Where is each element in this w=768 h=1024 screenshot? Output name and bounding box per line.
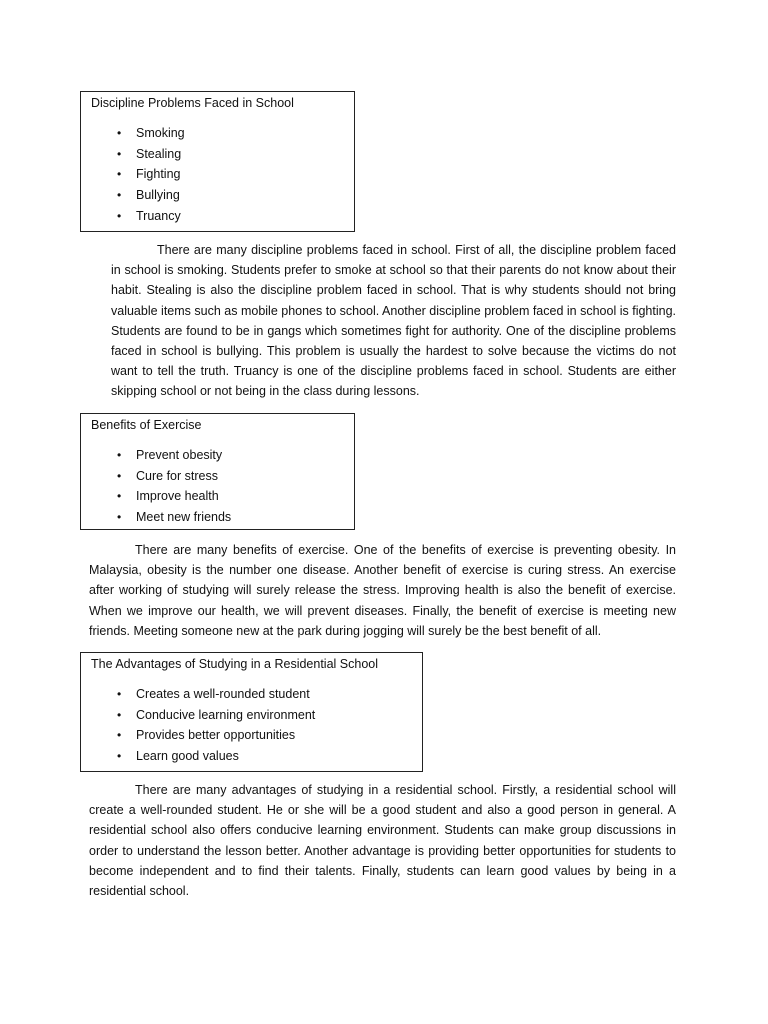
- bullet-icon: •: [117, 146, 122, 161]
- bullet-icon: •: [117, 687, 122, 701]
- residential-school-box: [80, 652, 423, 772]
- bullet-icon: •: [117, 510, 122, 525]
- list-item: • Provides better opportunities: [117, 725, 412, 746]
- list-item: • Bullying: [117, 185, 344, 206]
- bullet-icon: •: [117, 208, 122, 223]
- benefits-of-exercise-box: [80, 413, 355, 530]
- discipline-problems-paragraph: There are many discipline problems faced in school. First of all, the discipline problem faced in school is smoking. Students prefer to smoke at school so that their parents do not know about their habit. Stealing is also the discipline problem faced in school. That is why students should not bring valuable items such as mobile phones to school. Another discipline problem faced in school is fighting. Students are found to be in gangs which sometimes fight for authority. One of the discipline problems faced in school is bullying. This problem is usually the hardest to solve because the victims do not want to tell the truth. Truancy is one of the discipline problems faced in school. Students are either skipping school or not being in the class during lessons.: [111, 243, 676, 399]
- box-title: Benefits of Exercise: [91, 418, 202, 432]
- list-item: • Cure for stress: [117, 466, 344, 487]
- bullet-list: [91, 684, 412, 767]
- list-item: • Creates a well-rounded student: [117, 684, 412, 705]
- benefits-of-exercise-paragraph: There are many benefits of exercise. One of the benefits of exercise is preventing obesity. In Malaysia, obesity is the number one disease. Another benefit of exercise is curing stress. An exercise after working of studying will surely release the stress. Improving health is also the benefit of exercise. When we improve our health, we will prevent diseases. Finally, the benefit of exercise is meeting new friends. Meeting someone new at the park during jogging will surely be the best benefit of all.: [89, 543, 676, 638]
- residential-school-paragraph: There are many advantages of studying in a residential school. Firstly, a residential school will create a well-rounded student. He or she will be a good student and also a good person in general. A residential school also offers conducive learning environment. Students can make group discussions in order to understand the lesson better. Another advantage is providing better opportunities for students to become independent and to find their talents. Finally, students can learn good values by being in a residential school.: [89, 783, 676, 899]
- list-item: • Stealing: [117, 144, 344, 165]
- list-item: • Truancy: [117, 206, 344, 227]
- box-title: Discipline Problems Faced in School: [91, 96, 294, 110]
- bullet-icon: •: [117, 167, 122, 182]
- bullet-icon: •: [117, 728, 122, 743]
- bullet-icon: •: [117, 749, 122, 764]
- bullet-icon: •: [117, 468, 122, 483]
- bullet-list: [91, 445, 344, 528]
- bullet-list: [91, 123, 344, 227]
- bullet-icon: •: [117, 489, 122, 504]
- box-title: The Advantages of Studying in a Residential School: [91, 657, 378, 671]
- list-item: • Prevent obesity: [117, 445, 344, 466]
- list-item: • Fighting: [117, 164, 344, 185]
- list-item: • Smoking: [117, 123, 344, 144]
- list-item: • Meet new friends: [117, 507, 344, 528]
- list-item: • Improve health: [117, 486, 344, 507]
- list-item: • Conducive learning environment: [117, 705, 412, 726]
- list-item: • Learn good values: [117, 746, 412, 767]
- discipline-problems-box: [80, 91, 355, 232]
- bullet-icon: •: [117, 448, 122, 462]
- bullet-icon: •: [117, 188, 122, 203]
- bullet-icon: •: [117, 126, 122, 140]
- bullet-icon: •: [117, 707, 122, 722]
